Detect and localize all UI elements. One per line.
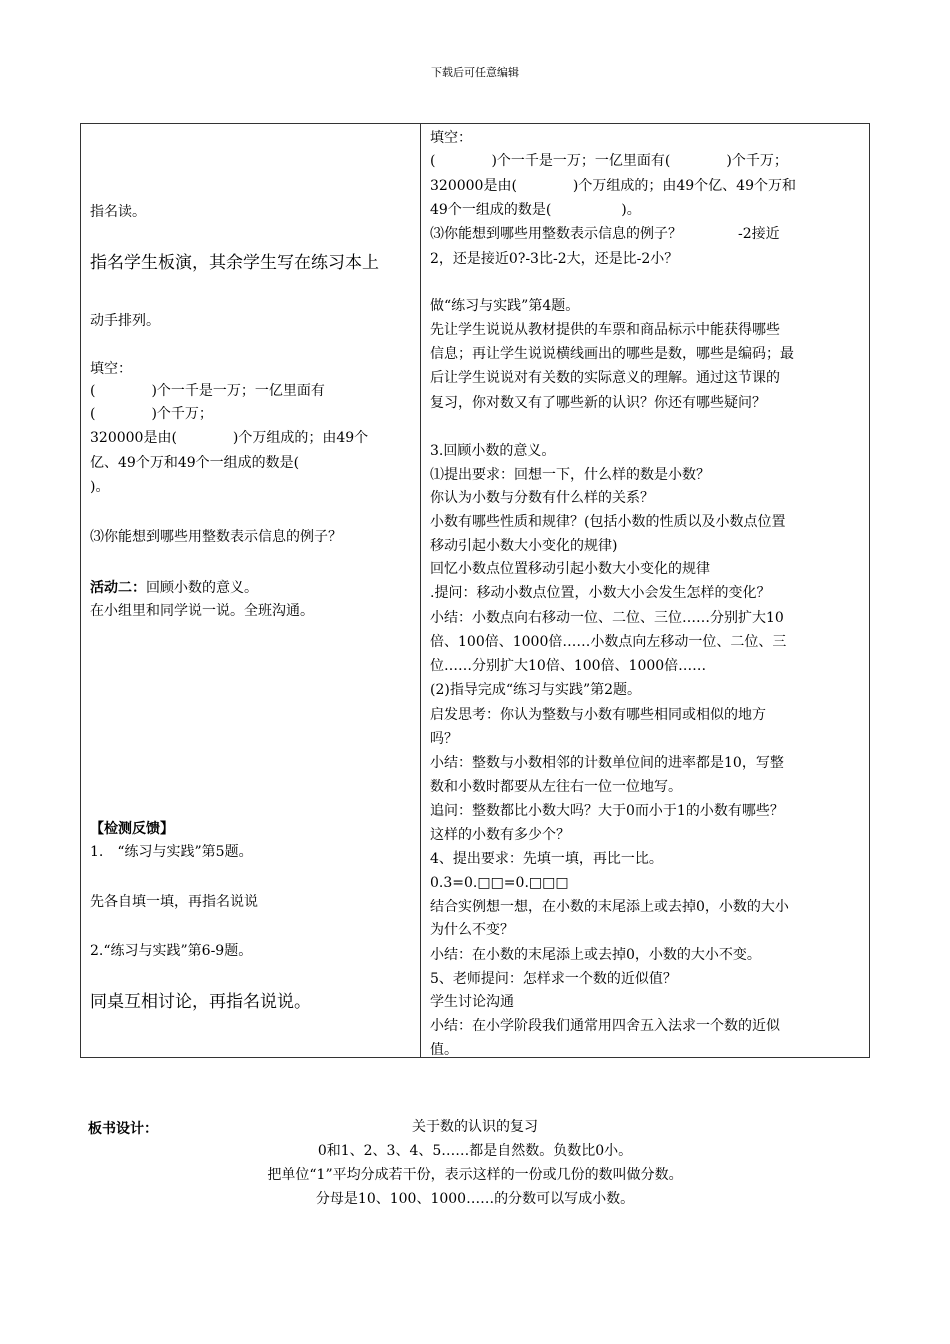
left-line: 同桌互相讨论，再指名说说。 (90, 992, 311, 1012)
left-line: 1. “练习与实践”第5题。 (90, 844, 253, 860)
right-line: 小结：小数点向右移动一位、二位、三位……分别扩大10 (430, 610, 784, 626)
right-line: .提问：移动小数点位置，小数大小会发生怎样的变化？ (430, 585, 771, 601)
left-line: ( )个千万； (90, 406, 213, 422)
right-line: 先让学生说说从教材提供的车票和商品标示中能获得哪些 (430, 322, 780, 338)
right-line: 小数有哪些性质和规律？(包括小数的性质以及小数点位置 (430, 514, 786, 530)
right-line: 为什么不变？ (430, 922, 514, 938)
board-title: 关于数的认识的复习 (412, 1119, 538, 1135)
right-line: 值。 (430, 1042, 458, 1058)
right-line: 数和小数时都要从左往右一位一位地写。 (430, 779, 682, 795)
right-line: 启发思考：你认为整数与小数有哪些相同或相似的地方 (430, 707, 766, 723)
board-line: 把单位“1”平均分成若干份，表示这样的一份或几份的数叫做分数。 (267, 1167, 683, 1183)
right-line: 结合实例想一想，在小数的末尾添上或去掉0，小数的大小 (430, 899, 789, 915)
left-line: ( )个一千是一万；一亿里面有 (90, 383, 325, 399)
right-line: 追问：整数都比小数大吗？大于0而小于1的小数有哪些？ (430, 803, 784, 819)
left-line: 亿、49个万和49个一组成的数是( (90, 455, 300, 471)
right-line: 这样的小数有多少个？ (430, 827, 570, 843)
board-design-label: 板书设计： (88, 1121, 158, 1137)
right-line: 4、提出要求：先填一填，再比一比。 (430, 851, 663, 867)
right-line: 小结：整数与小数相邻的计数单位间的进率都是10，写整 (430, 755, 784, 771)
right-line: 0.3=0.□□=0.□□□ (430, 875, 569, 891)
left-line: )。 (90, 479, 110, 495)
left-line: 2.“练习与实践”第6-9题。 (90, 943, 253, 959)
right-line: 5、老师提问：怎样求一个数的近似值？ (430, 971, 677, 987)
board-line: 0和1、2、3、4、5……都是自然数。负数比0小。 (317, 1143, 633, 1159)
right-line: 信息；再让学生说说横线画出的哪些是数，哪些是编码；最 (430, 346, 794, 362)
right-line: 复习，你对数又有了哪些新的认识？你还有哪些疑问？ (430, 395, 766, 411)
right-line: 小结：在小学阶段我们通常用四舍五入法求一个数的近似 (430, 1018, 780, 1034)
right-line: 位……分别扩大10倍、100倍、1000倍…… (430, 658, 707, 674)
right-line: 后让学生说说对有关数的实际意义的理解。通过这节课的 (430, 370, 780, 386)
right-line: 320000是由( )个万组成的；由49个亿、49个万和 (430, 178, 796, 194)
right-line: ⑶你能想到哪些用整数表示信息的例子？ -2接近 (430, 226, 780, 242)
activity-two-label: 活动二： (90, 580, 146, 596)
board-line: 分母是10、100、1000……的分数可以写成小数。 (315, 1191, 635, 1207)
left-line: 填空： (90, 361, 132, 377)
right-line: 移动引起小数大小变化的规律) (430, 538, 618, 554)
left-line: 320000是由( )个万组成的；由49个 (90, 430, 369, 446)
header-note: 下载后可任意编辑 (431, 66, 519, 79)
right-line: 回忆小数点位置移动引起小数大小变化的规律 (430, 561, 710, 577)
right-line: 2，还是接近0?-3比-2大，还是比-2小？ (430, 251, 679, 267)
left-line: 指名读。 (90, 204, 146, 220)
right-line: 49个一组成的数是( )。 (430, 202, 641, 218)
left-line: 动手排列。 (90, 313, 160, 329)
left-line: ⑶你能想到哪些用整数表示信息的例子？ (90, 529, 342, 545)
left-line: 指名学生板演，其余学生写在练习本上 (90, 253, 379, 273)
right-line: ⑴提出要求：回想一下，什么样的数是小数？ (430, 467, 710, 483)
right-line: 3.回顾小数的意义。 (430, 443, 556, 459)
right-line: 倍、100倍、1000倍……小数点向左移动一位、二位、三 (430, 634, 787, 650)
activity-two-line (90, 579, 258, 597)
activity-two-text: 回顾小数的意义。 (146, 580, 258, 596)
right-line: ( )个一千是一万；一亿里面有( )个千万； (430, 153, 788, 169)
lesson-table (80, 123, 870, 1058)
right-line: (2)指导完成“练习与实践”第2题。 (430, 682, 642, 698)
right-line: 做“练习与实践”第4题。 (430, 298, 580, 314)
right-line: 你认为小数与分数有什么样的关系？ (430, 490, 654, 506)
right-line: 填空： (430, 130, 472, 146)
right-line: 小结：在小数的末尾添上或去掉0，小数的大小不变。 (430, 947, 761, 963)
feedback-heading: 【检测反馈】 (90, 821, 174, 837)
column-divider (420, 124, 421, 1057)
left-line: 先各自填一填，再指名说说 (90, 894, 258, 910)
left-line: 在小组里和同学说一说。全班沟通。 (90, 603, 314, 619)
right-line: 学生讨论沟通 (430, 994, 514, 1010)
right-line: 吗？ (430, 731, 458, 747)
